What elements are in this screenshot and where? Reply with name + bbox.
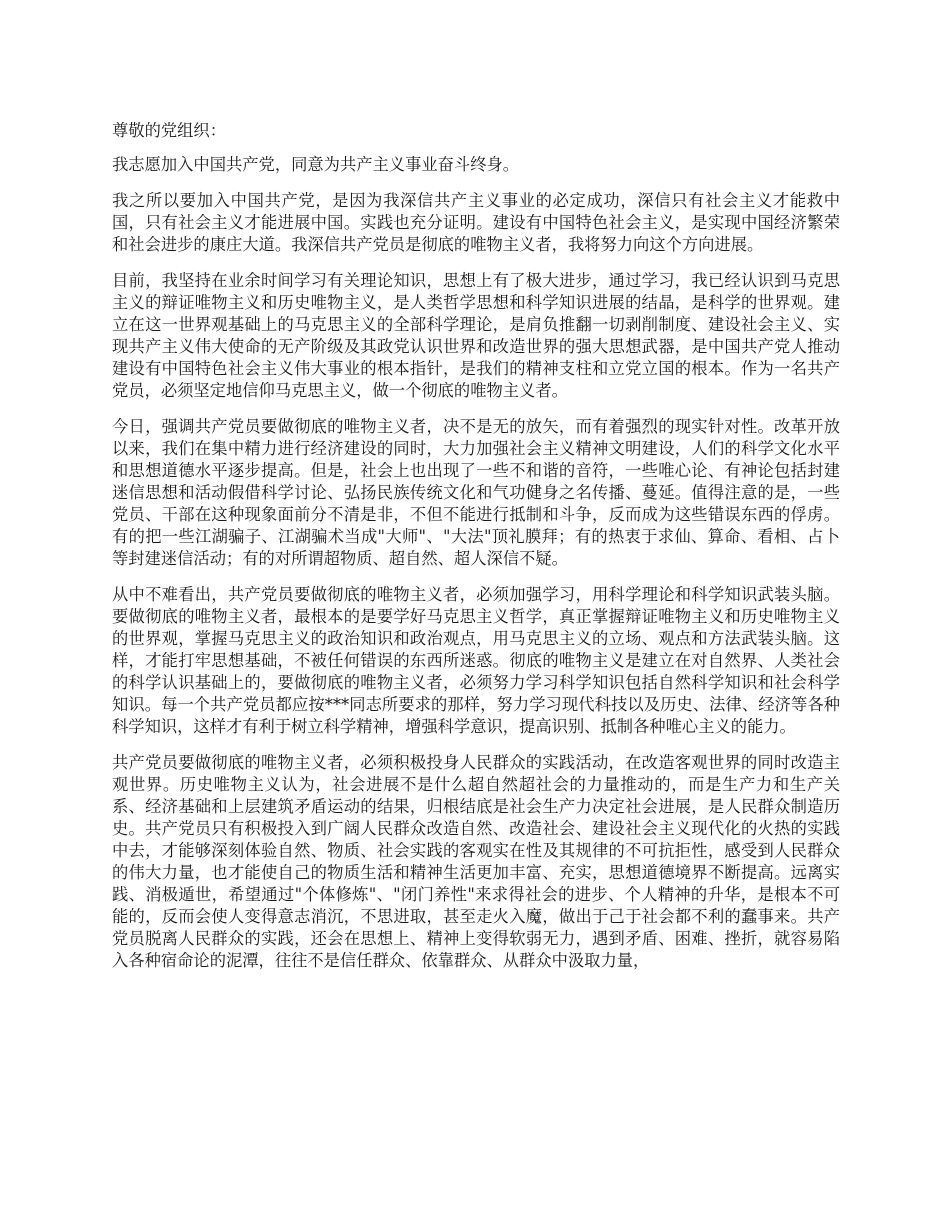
paragraph-learning: 从中不难看出，共产党员要做彻底的唯物主义者，必须加强学习，用科学理论和科学知识武装头脑。要做彻底的唯物主义者，最根本的是要学好马克思主义哲学，真正掌握辩证唯物主义和历史唯物主义的世界观，掌握马克思主义的政治知识和政治观点，用马克思主义的立场、观点和方法武装头脑。这样，才能打牢思想基础，不被任何错误的东西所迷惑。彻底的唯物主义是建立在对自然界、人类社会的科学认识基础上的，要做彻底的唯物主义者，必须努力学习科学知识包括自然科学知识和社会科学知识。每一个共产党员都应按***同志所要求的那样，努力学习现代科技以及历史、法律、经济等各种科学知识，这样才有利于树立科学精神，增强科学意识，提高识别、抵制各种唯心主义的能力。 — [112, 585, 840, 736]
salutation: 尊敬的党组织： — [112, 121, 226, 140]
paragraph-pledge: 我志愿加入中国共产党，同意为共产主义事业奋斗终身。 — [112, 155, 520, 174]
paragraph-reason: 我之所以要加入中国共产党，是因为我深信共产主义事业的必定成功，深信只有社会主义才能救中国，只有社会主义才能进展中国。实践也充分证明。建设有中国特色社会主义，是实现中国经济繁荣和社会进步的康庄大道。我深信共产党员是彻底的唯物主义者，我将努力向这个方向进展。 — [112, 191, 840, 254]
paragraph-today: 今日，强调共产党员要做彻底的唯物主义者，决不是无的放矢，而有着强烈的现实针对性。改革开放以来，我们在集中精力进行经济建设的同时，大力加强社会主义精神文明建设，人们的科学文化水平和思想道德水平逐步提高。但是，社会上也出现了一些不和谐的音符，一些唯心论、有神论包括封建迷信思想和活动假借科学讨论、弘扬民族传统文化和气功健身之名传播、蔓延。值得注意的是，一些党员、干部在这种现象面前分不清是非，不但不能进行抵制和斗争，反而成为这些错误东西的俘虏。有的把一些江湖骗子、江湖骗术当成"大师"、"大法"顶礼膜拜；有的热衷于求仙、算命、看相、占卜等封建迷信活动；有的对所谓超物质、超自然、超人深信不疑。 — [112, 417, 840, 568]
paragraph-study: 目前，我坚持在业余时间学习有关理论知识，思想上有了极大进步，通过学习，我已经认识到马克思主义的辩证唯物主义和历史唯物主义，是人类哲学思想和科学知识进展的结晶，是科学的世界观。建立在这一世界观基础上的马克思主义的全部科学理论，是肩负推翻一切剥削制度、建设社会主义、实现共产主义伟大使命的无产阶级及其政党认识世界和改造世界的强大思想武器，是中国共产党人推动建设有中国特色社会主义伟大事业的根本指针，是我们的精神支柱和立党立国的根本。作为一名共产党员，必须坚定地信仰马克思主义，做一个彻底的唯物主义者。 — [112, 271, 840, 400]
document-body — [112, 120, 840, 986]
paragraph-practice: 共产党员要做彻底的唯物主义者，必须积极投身人民群众的实践活动，在改造客观世界的同时改造主观世界。历史唯物主义认为，社会进展不是什么超自然超社会的力量推动的，而是生产力和生产关系、经济基础和上层建筑矛盾运动的结果，归根结底是社会生产力决定社会进展，是人民群众制造历史。共产党员只有积极投入到广阔人民群众改造自然、改造社会、建设社会主义现代化的火热的实践中去，才能够深刻体验自然、物质、社会实践的客观实在性及其规律的不可抗拒性，感受到人民群众的伟大力量，也才能使自己的物质生活和精神生活更加丰富、充实，思想道德境界不断提高。远离实践、消极遁世，希望通过"个体修炼"、"闭门养性"来求得社会的进步、个人精神的升华，是根本不可能的，反而会使人变得意志消沉，不思进取，甚至走火入魔，做出于己于社会都不利的蠢事来。共产党员脱离人民群众的实践，还会在思想上、精神上变得软弱无力，遇到矛盾、困难、挫折，就容易陷入各种宿命论的泥潭，往往不是信任群众、依靠群众、从群众中汲取力量， — [112, 753, 840, 970]
